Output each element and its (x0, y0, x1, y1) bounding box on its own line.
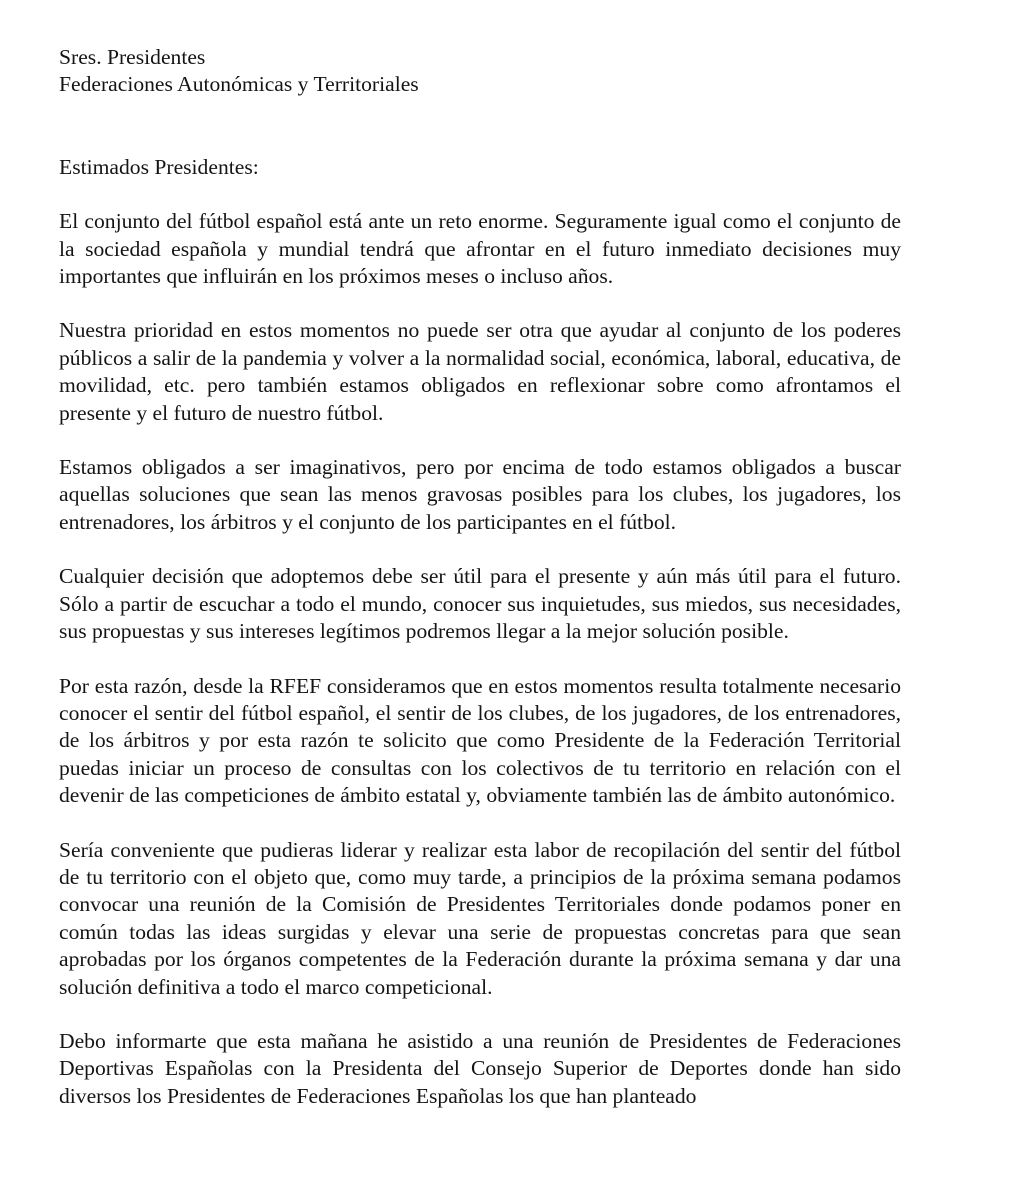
addressee-line-1: Sres. Presidentes (59, 45, 206, 69)
addressee-block (59, 44, 901, 99)
letter-page (59, 44, 901, 1110)
paragraph-7: Debo informarte que esta mañana he asistido a una reunión de Presidentes de Federaciones Deportivas Españolas con la Presidenta del Consejo Superior de Deportes donde han sido diversos los Presidentes de Federaciones Españolas los que han planteado (59, 1028, 901, 1108)
paragraph-2: Nuestra prioridad en estos momentos no puede ser otra que ayudar al conjunto de los poderes públicos a salir de la pandemia y volver a la normalidad social, económica, laboral, educativa, de movilidad, etc. pero también estamos obligados en reflexionar sobre como afrontamos el presente y el futuro de nuestro fútbol. (59, 318, 901, 425)
paragraph-3: Estamos obligados a ser imaginativos, pero por encima de todo estamos obligados a buscar aquellas soluciones que sean las menos gravosas posibles para los clubes, los jugadores, los entrenadores, los árbitros y el conjunto de los participantes en el fútbol. (59, 455, 901, 534)
addressee-line-2: Federaciones Autonómicas y Territoriales (59, 72, 419, 97)
paragraph-5: Por esta razón, desde la RFEF consideramos que en estos momentos resulta totalmente necesario conocer el sentir del fútbol español, el sentir de los clubes, de los jugadores, de los entrenadores, de los árbitros y por esta razón te solicito que como Presidente de la Federación Territorial puedas iniciar un proceso de consultas con los colectivos de tu territorio en relación con el devenir de las competiciones de ámbito estatal y, obviamente también las de ámbito autonómico. (59, 673, 901, 808)
paragraph-4: Cualquier decisión que adoptemos debe ser útil para el presente y aún más útil para el futuro. Sólo a partir de escuchar a todo el mundo, conocer sus inquietudes, sus miedos, sus necesidades, sus propuestas y sus intereses legítimos podremos llegar a la mejor solución posible. (59, 564, 901, 644)
salutation: Estimados Presidentes: (59, 154, 259, 179)
paragraph-1: El conjunto del fútbol español está ante un reto enorme. Seguramente igual como el conjunto de la sociedad española y mundial tendrá que afrontar en el futuro inmediato decisiones muy importantes que influirán en los próximos meses o incluso años. (59, 209, 901, 289)
paragraph-6: Sería conveniente que pudieras liderar y realizar esta labor de recopilación del sentir del fútbol de tu territorio con el objeto que, como muy tarde, a principios de la próxima semana podamos convocar una reunión de la Comisión de Presidentes Territoriales donde podamos poner en común todas las ideas surgidas y elevar una serie de propuestas concretas para que sean aprobadas por los órganos competentes de la Federación durante la próxima semana y dar una solución definitiva a todo el marco competicional. (59, 837, 901, 999)
